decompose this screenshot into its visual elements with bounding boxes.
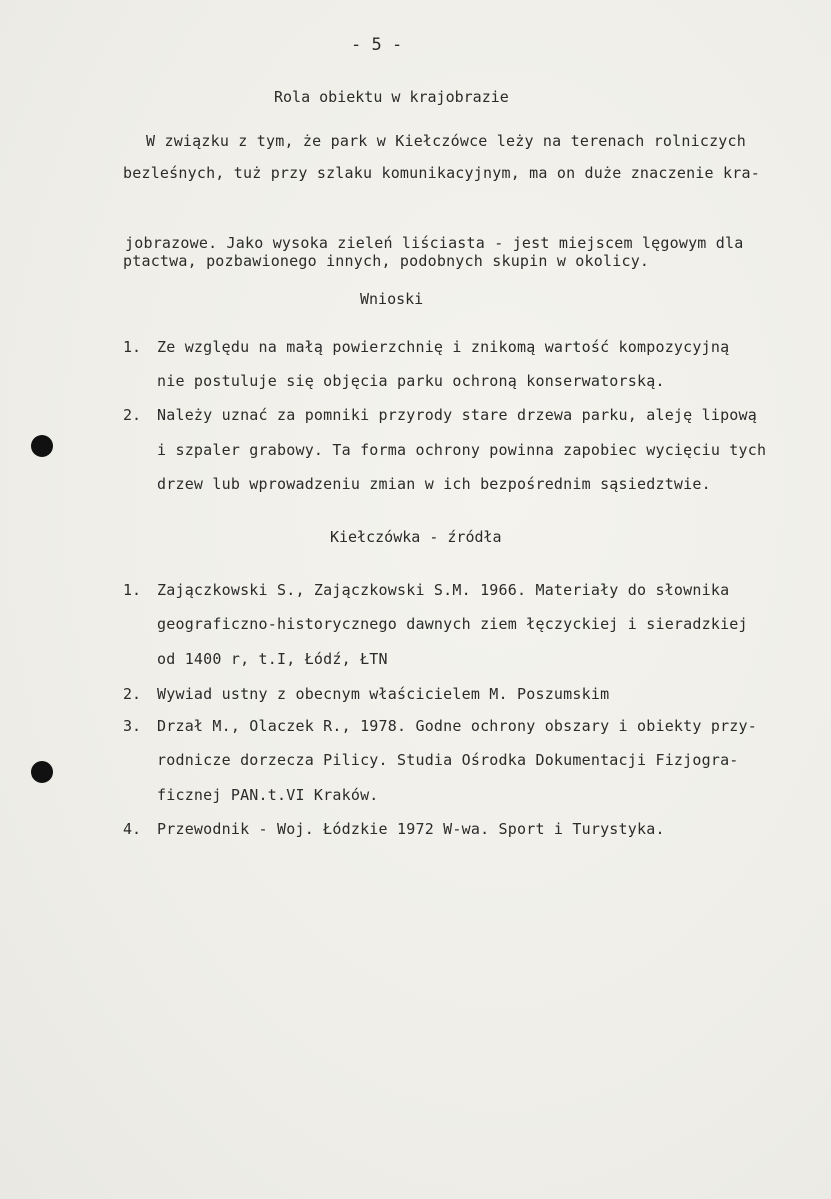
list-item-line: i szpaler grabowy. Ta forma ochrony powinna zapobiec wycięciu tych bbox=[157, 441, 767, 459]
list-item-number: 4. bbox=[123, 820, 142, 838]
punch-hole-bottom bbox=[31, 761, 53, 783]
list-item-line: Ze względu na małą powierzchnię i znikomą wartość kompozycyjną bbox=[157, 338, 730, 356]
section-title-landscape: Rola obiektu w krajobrazie bbox=[274, 88, 509, 106]
list-item-line: Drzał M., Olaczek R., 1978. Godne ochrony obszary i obiekty przy- bbox=[157, 717, 757, 735]
page-number: - 5 - bbox=[351, 35, 403, 55]
paragraph-line: W związku z tym, że park w Kiełczówce leży na terenach rolniczych bbox=[146, 132, 746, 150]
list-item-line: od 1400 r, t.I, Łódź, ŁTN bbox=[157, 650, 388, 668]
list-item-line: Zajączkowski S., Zajączkowski S.M. 1966. Materiały do słownika bbox=[157, 581, 730, 599]
list-item-line: drzew lub wprowadzeniu zmian w ich bezpośrednim sąsiedztwie. bbox=[157, 475, 711, 493]
list-item-number: 1. bbox=[123, 581, 142, 599]
list-item-line: geograficzno-historycznego dawnych ziem łęczyckiej i sieradzkiej bbox=[157, 615, 748, 633]
punch-hole-top bbox=[31, 435, 53, 457]
list-item-number: 1. bbox=[123, 338, 142, 356]
paragraph-line: bezleśnych, tuż przy szlaku komunikacyjnym, ma on duże znaczenie kra- bbox=[123, 164, 760, 182]
list-item-line: Przewodnik - Woj. Łódzkie 1972 W-wa. Sport i Turystyka. bbox=[157, 820, 665, 838]
section-title-sources: Kiełczówka - źródła bbox=[330, 528, 502, 546]
list-item-line: nie postuluje się objęcia parku ochroną konserwatorską. bbox=[157, 372, 665, 390]
paragraph-line: ptactwa, pozbawionego innych, podobnych skupin w okolicy. bbox=[123, 252, 650, 270]
section-title-conclusions: Wnioski bbox=[360, 290, 424, 308]
list-item-line: ficznej PAN.t.VI Kraków. bbox=[157, 786, 379, 804]
list-item-number: 3. bbox=[123, 717, 142, 735]
list-item-line: rodnicze dorzecza Pilicy. Studia Ośrodka Dokumentacji Fizjogra- bbox=[157, 751, 739, 769]
list-item-line: Wywiad ustny z obecnym właścicielem M. Poszumskim bbox=[157, 685, 610, 703]
list-item-number: 2. bbox=[123, 685, 142, 703]
list-item-number: 2. bbox=[123, 406, 142, 424]
list-item-line: Należy uznać za pomniki przyrody stare drzewa parku, aleję lipową bbox=[157, 406, 757, 424]
paragraph-line: jobrazowe. Jako wysoka zieleń liściasta - jest miejscem lęgowym dla bbox=[125, 234, 744, 252]
